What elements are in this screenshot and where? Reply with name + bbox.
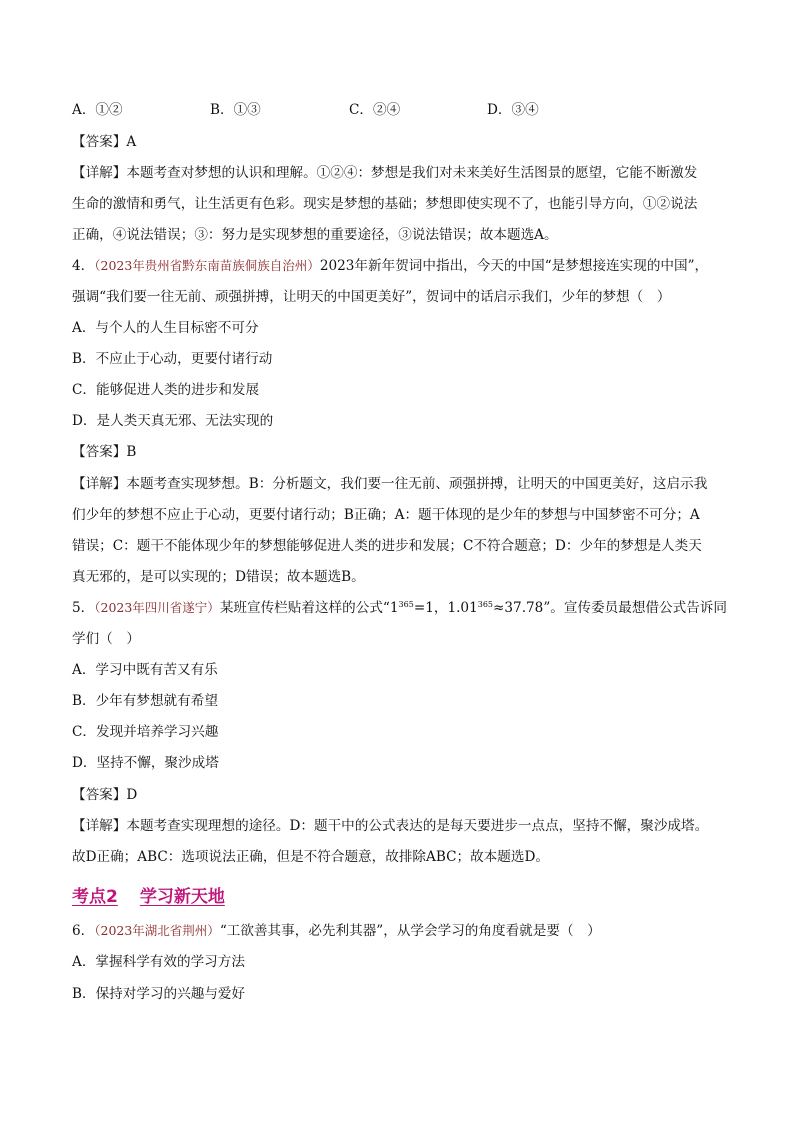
option-c: C．②④: [349, 102, 401, 118]
q3-detail-line-3: 正确，④说法错误；③：努力是实现梦想的重要途径，③说法错误；故本题选A。: [72, 227, 558, 243]
q5-option-c: C．发现并培养学习兴趣: [72, 724, 219, 740]
q5-option-b: B．少年有梦想就有希望: [72, 693, 218, 709]
q4-option-b: B．不应止于心动，更要付诸行动: [72, 351, 273, 367]
q4-detail-line-1: 【详解】本题考查实现梦想。B：分析题文，我们要一往无前、顽强拼搏，让明天的中国更美好，这启示我: [72, 476, 708, 492]
q6-option-b: B．保持对学习的兴趣与爱好: [72, 986, 246, 1002]
option-a: A．①②: [72, 102, 123, 118]
q5-stem-line-2: 学们（ ）: [72, 631, 140, 647]
section-heading: [72, 882, 225, 907]
q5-stem-a: 某班宣传栏贴着这样的公式“1: [219, 600, 399, 616]
q5-option-a: A．学习中既有苦又有乐: [72, 662, 218, 678]
q4-detail-line-3: 错误；C：题干不能体现少年的梦想能够促进人类的进步和发展；C不符合题意；D：少年的梦想是人类天: [72, 538, 702, 554]
q5-number: 5．: [72, 600, 95, 616]
q5-detail-line-2: 故D正确；ABC：选项说法正确，但是不符合题意，故排除ABC；故本题选D。: [72, 849, 549, 865]
q4-number: 4．: [72, 258, 95, 274]
q3-detail-line-2: 生命的激情和勇气，让生活更有色彩。现实是梦想的基础；梦想即使实现不了，也能引导方向，①②说法: [72, 196, 698, 212]
q4-stem-text-1: 2023年新年贺词中指出，今天的中国“是梦想接连实现的中国”，: [319, 258, 709, 274]
q5-detail-line-1: 【详解】本题考查实现理想的途径。D：题干中的公式表达的是每天要进步一点点，坚持不懈，聚沙成塔。: [72, 818, 709, 834]
q4-option-c: C．能够促进人类的进步和发展: [72, 382, 260, 398]
q4-answer: 【答案】B: [72, 444, 137, 460]
section-title: 学习新天地: [139, 887, 225, 907]
option-b: B．①③: [210, 102, 261, 118]
q5-exponent-2: 365: [477, 600, 494, 609]
q6-option-a: A．掌握科学有效的学习方法: [72, 954, 245, 970]
q5-stem-c: ≈37.78”。宣传委员最想借公式告诉同: [493, 600, 727, 616]
q6-source: （2023年湖北省荆州）: [94, 923, 220, 938]
q3-answer: 【答案】A: [72, 134, 137, 150]
option-d: D．③④: [487, 102, 539, 118]
q5-source: （2023年四川省遂宁）: [94, 600, 220, 615]
q4-stem-line-1: [72, 256, 732, 276]
q4-source: （2023年贵州省黔东南苗族侗族自治州）: [94, 258, 320, 273]
q4-option-a: A．与个人的人生目标密不可分: [72, 320, 259, 336]
q5-exponent-1: 365: [398, 600, 414, 609]
q6-stem-line-1: [72, 921, 732, 941]
q6-number: 6．: [72, 923, 95, 939]
q4-option-d: D．是人类天真无邪、无法实现的: [72, 413, 274, 429]
q5-option-d: D．坚持不懈，聚沙成塔: [72, 755, 219, 771]
q5-answer: 【答案】D: [72, 787, 138, 803]
q6-stem-text: “工欲善其事，必先利其器”，从学会学习的角度看就是要（ ）: [219, 923, 601, 939]
section-label: 考点2: [72, 887, 118, 907]
q5-stem-line-1: [72, 598, 732, 618]
q5-stem-b: =1，1.01: [413, 600, 478, 616]
q4-detail-line-2: 们少年的梦想不应止于心动，更要付诸行动；B正确；A：题干体现的是少年的梦想与中国梦密不可分；A: [72, 507, 700, 523]
q4-stem-line-2: 强调“我们要一往无前、顽强拼搏，让明天的中国更美好”，贺词中的话启示我们，少年的梦想（ ）: [72, 289, 671, 305]
q3-detail-line-1: 【详解】本题考查对梦想的认识和理解。①②④：梦想是我们对未来美好生活图景的愿望，它能不断激发: [72, 165, 698, 181]
q4-detail-line-4: 真无邪的，是可以实现的；D错误；故本题选B。: [72, 569, 365, 585]
